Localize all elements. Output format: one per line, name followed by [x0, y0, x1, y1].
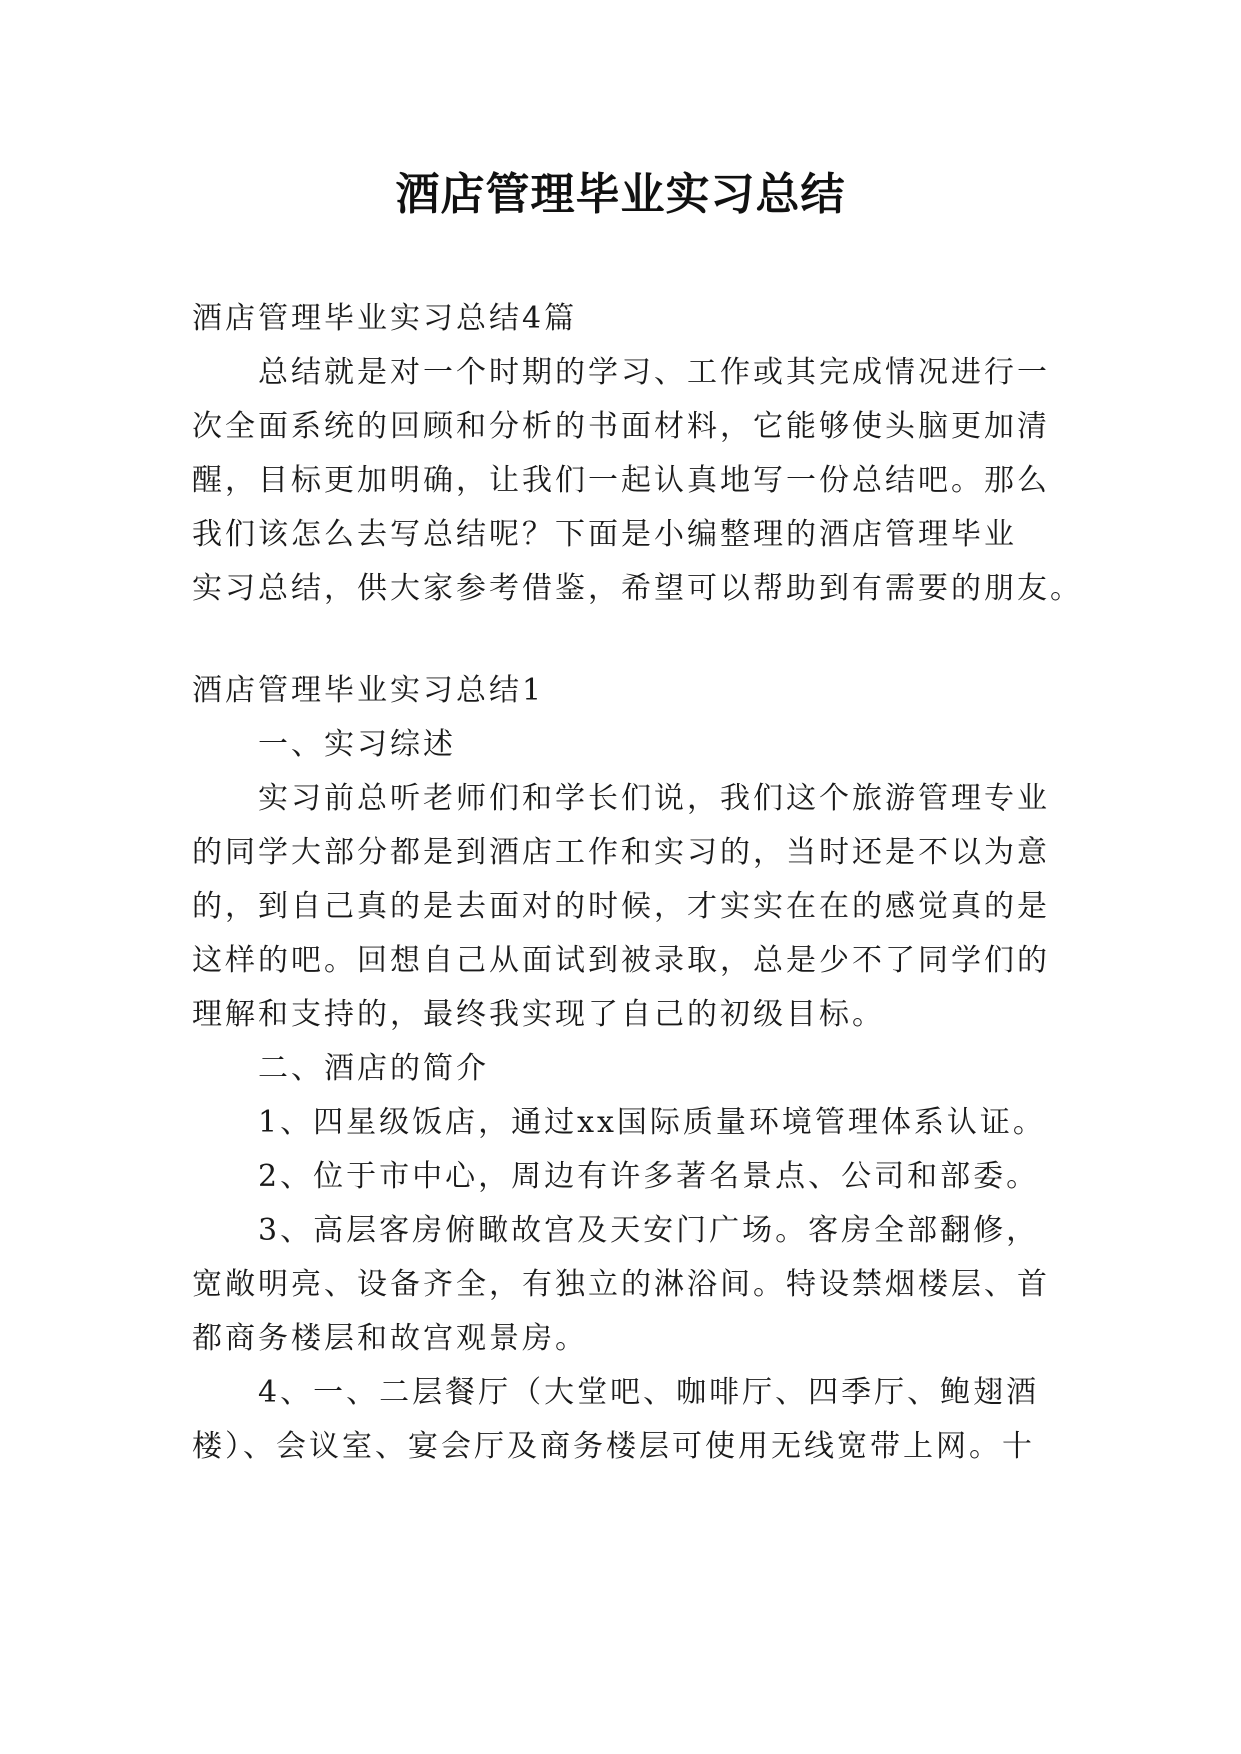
part-heading: 二、酒店的简介 [258, 1051, 489, 1086]
document-title: 酒店管理毕业实习总结 [395, 169, 846, 220]
intro-line: 醒，目标更加明确，让我们一起认真地写一份总结吧。那么 [192, 463, 1050, 498]
list-item-line: 宽敞明亮、设备齐全，有独立的淋浴间。特设禁烟楼层、首 [192, 1267, 1050, 1302]
document-subtitle: 酒店管理毕业实习总结4篇 [192, 301, 578, 336]
intro-line: 总结就是对一个时期的学习、工作或其完成情况进行一 [258, 355, 1050, 390]
list-item: 2、位于市中心，周边有许多著名景点、公司和部委。 [258, 1159, 1040, 1194]
document-body [192, 292, 1083, 1474]
intro-line: 实习总结，供大家参考借鉴，希望可以帮助到有需要的朋友。 [192, 571, 1083, 606]
list-item: 1、四星级饭店，通过xx国际质量环境管理体系认证。 [258, 1105, 1046, 1140]
list-item-line: 4、一、二层餐厅（大堂吧、咖啡厅、四季厅、鲍翅酒 [258, 1375, 1040, 1410]
paragraph-line: 理解和支持的，最终我实现了自己的初级目标。 [192, 997, 885, 1032]
paragraph-line: 实习前总听老师们和学长们说，我们这个旅游管理专业 [258, 781, 1050, 816]
paragraph-line: 的同学大部分都是到酒店工作和实习的，当时还是不以为意 [192, 835, 1050, 870]
list-item-line: 3、高层客房俯瞰故宫及天安门广场。客房全部翻修， [258, 1213, 1040, 1248]
section-heading: 酒店管理毕业实习总结1 [192, 673, 545, 708]
section-spacer [192, 616, 1052, 664]
paragraph-line: 这样的吧。回想自己从面试到被录取，总是少不了同学们的 [192, 943, 1050, 978]
paragraph-line: 的，到自己真的是去面对的时候，才实实在在的感觉真的是 [192, 889, 1050, 924]
list-item-line: 都商务楼层和故宫观景房。 [192, 1321, 588, 1356]
intro-line: 我们该怎么去写总结呢？下面是小编整理的酒店管理毕业 [192, 517, 1017, 552]
list-item-line: 楼）、会议室、宴会厅及商务楼层可使用无线宽带上网。十 [192, 1429, 1035, 1464]
part-heading: 一、实习综述 [258, 727, 456, 762]
intro-line: 次全面系统的回顾和分析的书面材料，它能够使头脑更加清 [192, 409, 1050, 444]
